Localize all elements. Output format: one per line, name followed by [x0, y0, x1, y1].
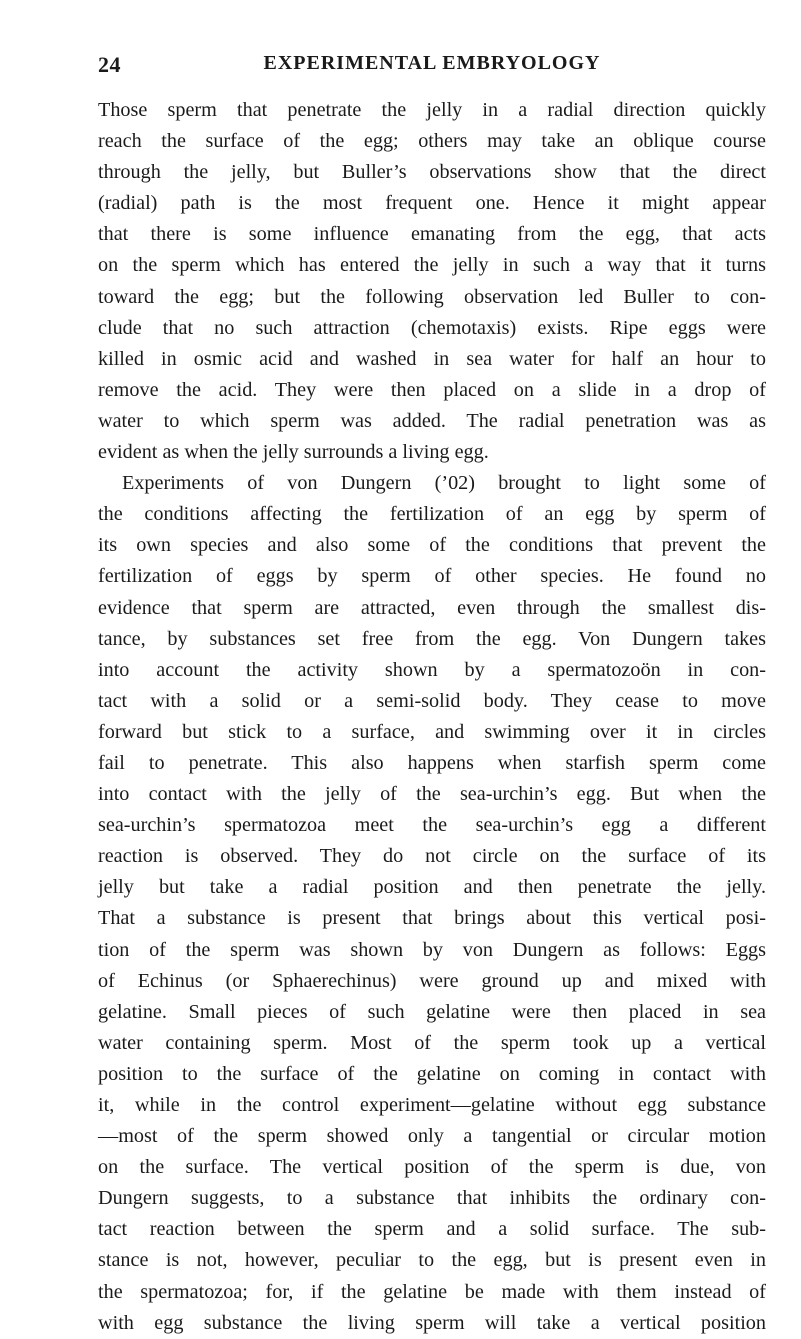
text-line: evidence that sperm are attracted, even through the smallest dis-: [98, 596, 766, 619]
text-line: Dungern suggests, to a substance that inhibits the ordinary con-: [98, 1187, 766, 1210]
page-header: [98, 52, 766, 80]
text-line: water containing sperm. Most of the sperm took up a vertical: [98, 1031, 766, 1054]
text-line: killed in osmic acid and washed in sea water for half an hour to: [98, 347, 766, 370]
text-line: with egg substance the living sperm will take a vertical position: [98, 1311, 766, 1334]
text-line: stance is not, however, peculiar to the egg, but is present even in: [98, 1249, 766, 1272]
text-line: into contact with the jelly of the sea-urchin’s egg. But when the: [98, 783, 766, 806]
text-line: water to which sperm was added. The radial penetration was as: [98, 409, 766, 432]
text-line: evident as when the jelly surrounds a living egg.: [98, 441, 489, 464]
text-line: its own species and also some of the conditions that prevent the: [98, 534, 766, 557]
text-line: position to the surface of the gelatine on coming in contact with: [98, 1062, 766, 1085]
text-line: (radial) path is the most frequent one. Hence it might appear: [98, 192, 766, 215]
text-line: Those sperm that penetrate the jelly in a radial direction quickly: [98, 99, 766, 121]
text-line: into account the activity shown by a spermatozoön in con-: [98, 658, 766, 681]
text-line: tion of the sperm was shown by von Dungern as follows: Eggs: [98, 938, 766, 961]
text-line: clude that no such attraction (chemotaxis) exists. Ripe eggs were: [98, 316, 766, 339]
text-line: fail to penetrate. This also happens when starfish sperm come: [98, 751, 766, 774]
text-line: remove the acid. They were then placed on a slide in a drop of: [98, 378, 766, 401]
text-line: sea-urchin’s spermatozoa meet the sea-urchin’s egg a different: [98, 814, 766, 837]
paragraph-1: [98, 95, 766, 468]
text-line: jelly but take a radial position and then penetrate the jelly.: [98, 876, 766, 899]
text-line: the spermatozoa; for, if the gelatine be made with them instead of: [98, 1280, 766, 1303]
text-line: of Echinus (or Sphaerechinus) were ground up and mixed with: [98, 969, 766, 992]
text-line: on the sperm which has entered the jelly in such a way that it turns: [98, 254, 766, 277]
text-line: toward the egg; but the following observation led Buller to con-: [98, 285, 766, 308]
page-number: 24: [98, 52, 121, 77]
text-line: the conditions affecting the fertilization of an egg by sperm of: [98, 503, 766, 526]
text-line: —most of the sperm showed only a tangential or circular motion: [98, 1125, 766, 1148]
text-line: Experiments of von Dungern (’02) brought to light some of: [122, 472, 766, 495]
running-head: EXPERIMENTAL EMBRYOLOGY: [263, 52, 601, 74]
text-line: fertilization of eggs by sperm of other species. He found no: [98, 565, 766, 588]
text-line: through the jelly, but Buller’s observations show that the direct: [98, 161, 766, 184]
text-line: reaction is observed. They do not circle on the surface of its: [98, 845, 766, 868]
text-line: tact reaction between the sperm and a solid surface. The sub-: [98, 1218, 766, 1241]
body-text: [98, 95, 766, 1339]
text-line: gelatine. Small pieces of such gelatine were then placed in sea: [98, 1000, 766, 1023]
text-line: that there is some influence emanating from the egg, that acts: [98, 223, 766, 246]
text-line: it, while in the control experiment—gelatine without egg substance: [98, 1094, 766, 1116]
paragraph-2: [98, 468, 766, 1339]
text-line: reach the surface of the egg; others may take an oblique course: [98, 130, 766, 153]
text-line: forward but stick to a surface, and swimming over it in circles: [98, 720, 766, 743]
text-line: tance, by substances set free from the egg. Von Dungern takes: [98, 627, 766, 650]
text-line: That a substance is present that brings about this vertical posi-: [98, 907, 766, 930]
text-line: on the surface. The vertical position of the sperm is due, von: [98, 1156, 766, 1179]
text-line: tact with a solid or a semi-solid body. They cease to move: [98, 689, 766, 712]
